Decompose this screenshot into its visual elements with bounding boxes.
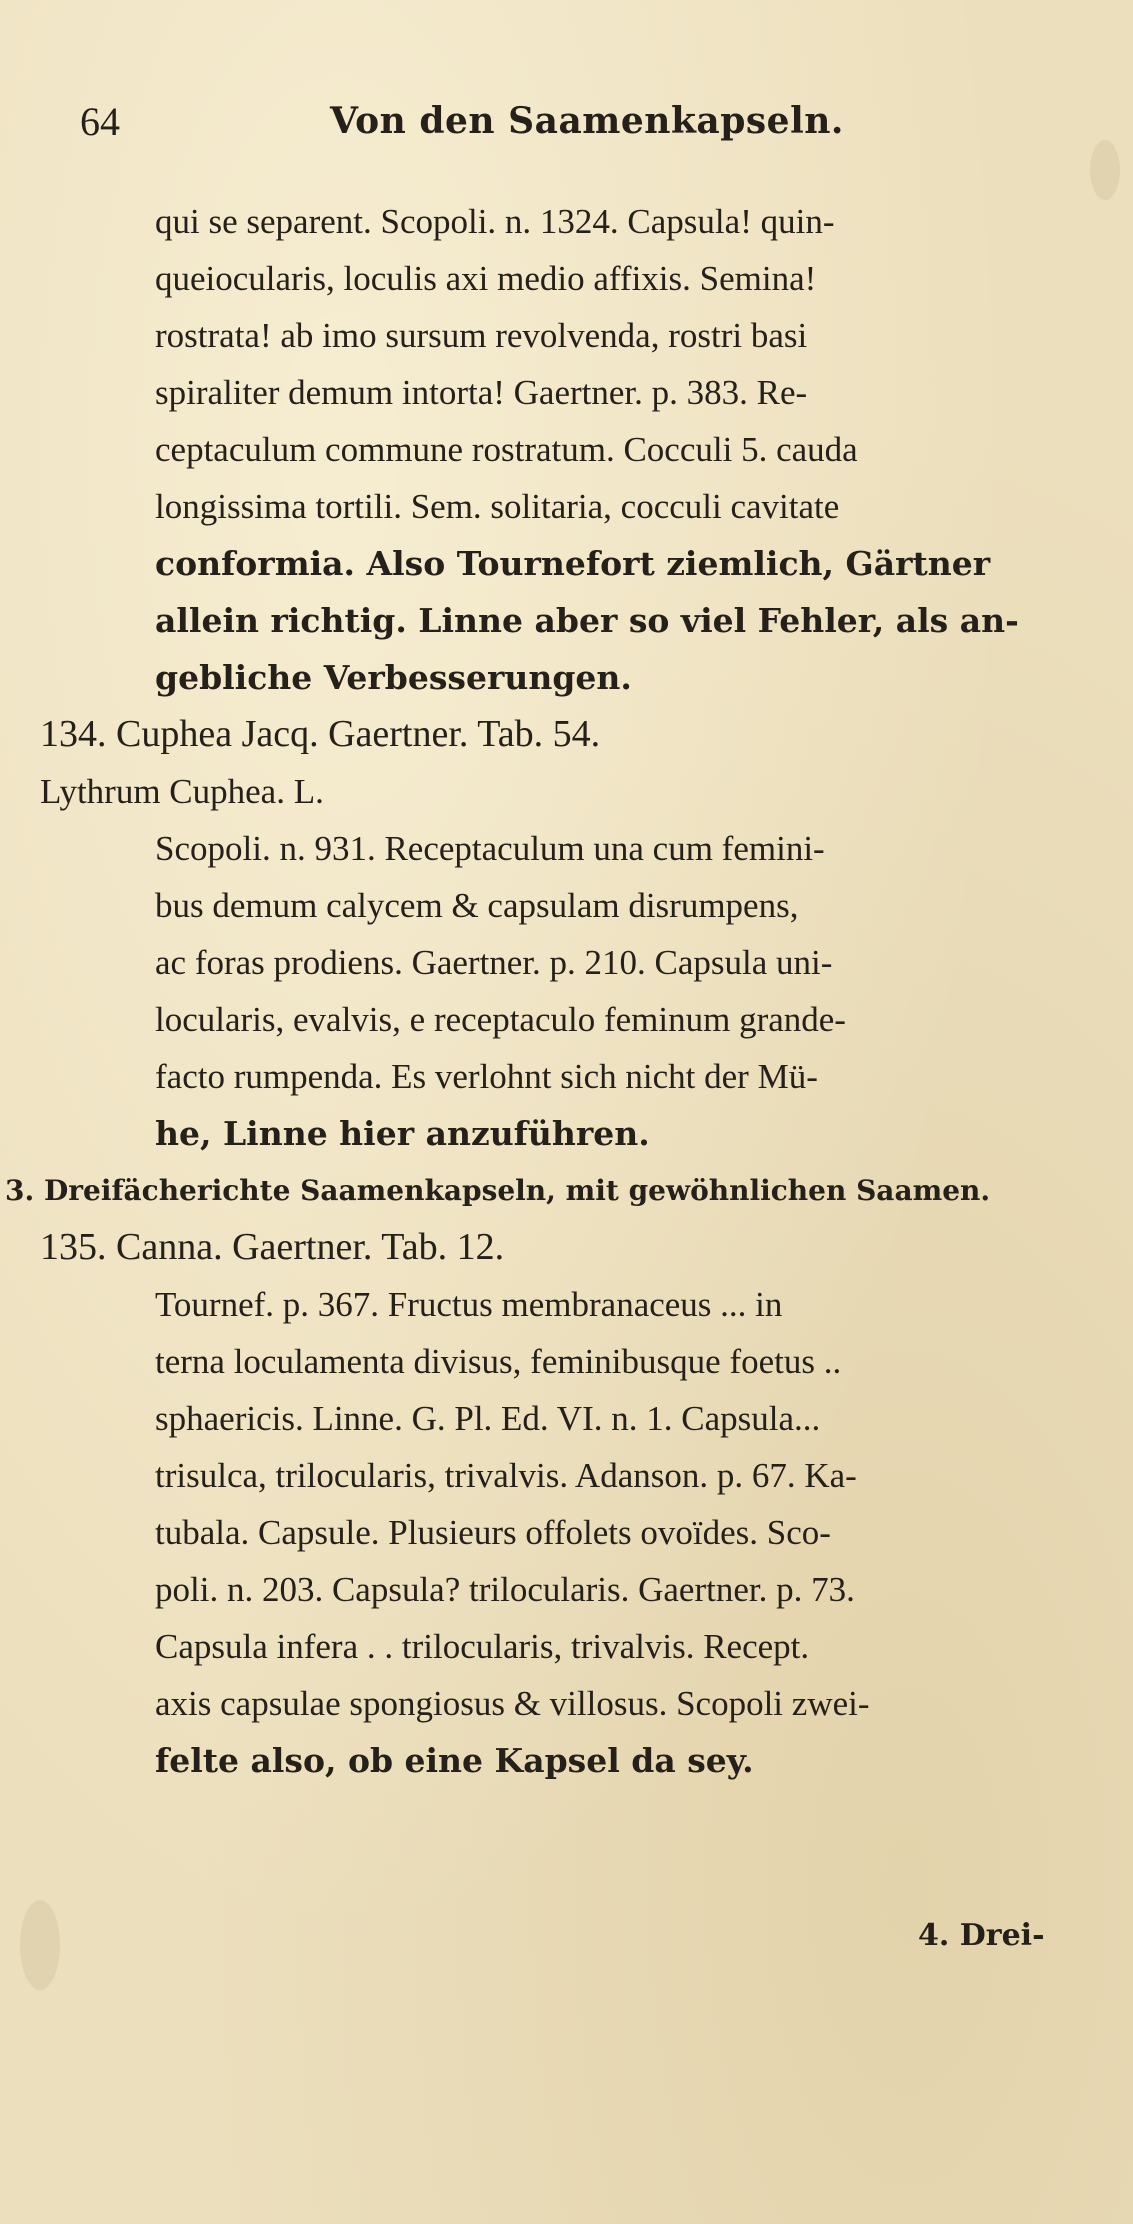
text-line: axis capsulae spongiosus & villosus. Scopoli zwei- [155,1684,870,1723]
body-text [5,193,1085,1789]
text-line: terna loculamenta divisus, feminibusque foetus .. [155,1342,842,1381]
paper-stain [20,1900,60,1990]
entry-heading: 134. Cuphea Jacq. Gaertner. Tab. 54. [40,713,601,755]
text-line: Capsula infera . . trilocularis, trivalvis. Recept. [155,1627,810,1666]
text-line: locularis, evalvis, e receptaculo feminum grande- [155,1000,846,1039]
text-line: tubala. Capsule. Plusieurs offolets ovoïdes. Sco- [155,1513,831,1552]
text-line: conformia. Also Tournefort ziemlich, Gärtner [155,544,991,583]
text-line: ac foras prodiens. Gaertner. p. 210. Capsula uni- [155,943,833,982]
text-line: queiocularis, loculis axi medio affixis. Semina! [155,259,817,298]
text-line: felte also, ob eine Kapsel da sey. [155,1741,754,1780]
text-line: trisulca, trilocularis, trivalvis. Adanson. p. 67. Ka- [155,1456,857,1495]
running-head: Von den Saamenkapseln. [330,100,844,142]
entry-heading: 135. Canna. Gaertner. Tab. 12. [40,1226,505,1268]
paper-stain [1090,140,1120,200]
text-line: poli. n. 203. Capsula? trilocularis. Gaertner. p. 73. [155,1570,855,1609]
text-line: allein richtig. Linne aber so viel Fehler, als an- [155,601,1019,640]
text-line: Lythrum Cuphea. L. [40,772,324,811]
page-number: 64 [80,99,120,144]
section-heading: 3. Dreifächerichte Saamenkapseln, mit gewöhnlichen Saamen. [5,1174,991,1207]
text-line: longissima tortili. Sem. solitaria, cocculi cavitate [155,487,840,526]
text-line: spiraliter demum intorta! Gaertner. p. 383. Re- [155,373,808,412]
page-header [80,98,1060,158]
text-line: sphaericis. Linne. G. Pl. Ed. VI. n. 1. Capsula... [155,1399,821,1438]
catchword: 4. Drei- [918,1918,1045,1953]
text-line: ceptaculum commune rostratum. Cocculi 5. cauda [155,430,858,469]
text-line: facto rumpenda. Es verlohnt sich nicht der Mü- [155,1057,818,1096]
text-line: qui se separent. Scopoli. n. 1324. Capsula! quin- [155,202,835,241]
text-line: Scopoli. n. 931. Receptaculum una cum femini- [155,829,825,868]
text-line: Tournef. p. 367. Fructus membranaceus ... in [155,1285,783,1324]
text-line: rostrata! ab imo sursum revolvenda, rostri basi [155,316,808,355]
text-line: bus demum calycem & capsulam disrumpens, [155,886,799,925]
text-line: he, Linne hier anzuführen. [155,1114,650,1153]
text-line: gebliche Verbesserungen. [155,658,632,697]
